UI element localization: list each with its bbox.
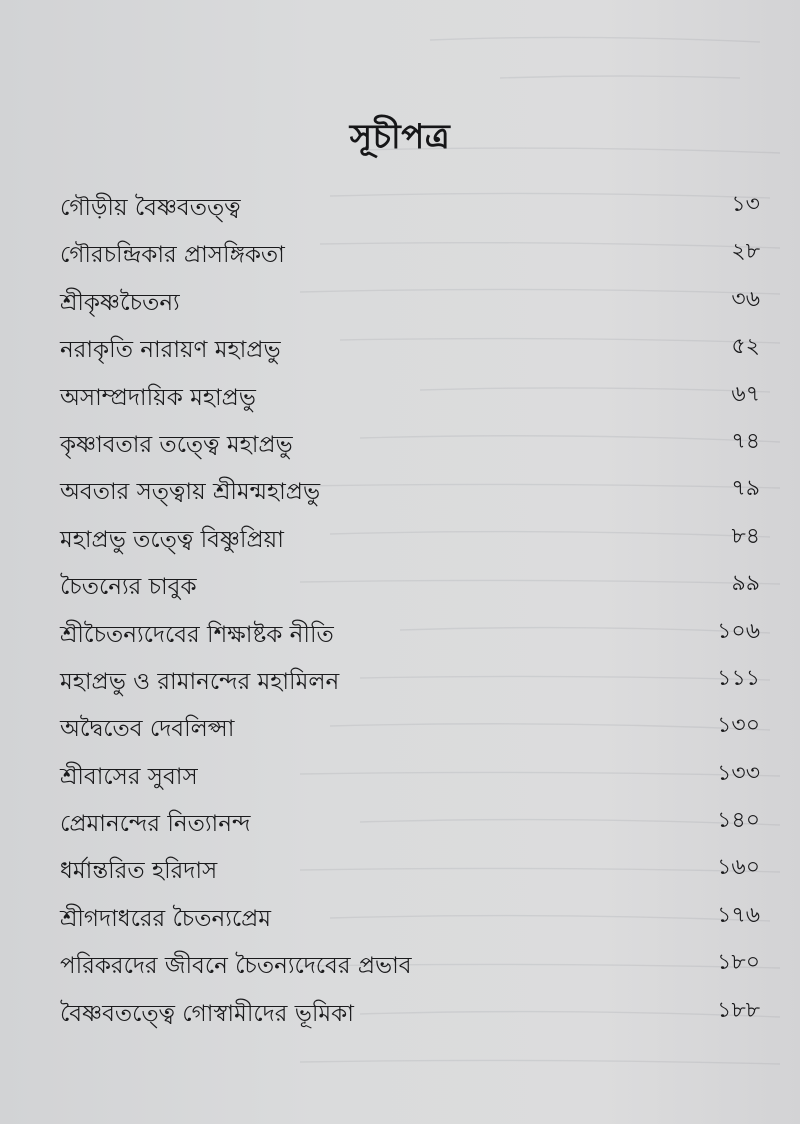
toc-entry [60, 662, 760, 709]
toc-entry [60, 709, 760, 756]
toc-entry [60, 615, 760, 662]
toc-entry-page: ১৮০ [717, 950, 760, 976]
toc-entry-title: গৌড়ীয় বৈষ্ণবতত্ত্ব [60, 195, 241, 221]
toc-entry-title: শ্রীগদাধরের চৈতন্যপ্রেম [60, 905, 272, 932]
toc-entry-page: ৯৯ [731, 571, 760, 597]
toc-entry [60, 330, 760, 377]
toc-entry-title: ধর্মান্তরিত হরিদাস [60, 858, 218, 885]
toc-entry-page: ৩৬ [731, 286, 760, 312]
toc-entry-page: ১৩ [731, 192, 760, 217]
toc-entry [60, 472, 760, 519]
toc-entry [60, 235, 760, 282]
toc-entry [60, 425, 760, 472]
toc-entry-page: ১৮৮ [717, 997, 760, 1023]
toc-entry [60, 188, 760, 235]
toc-entry-page: ৭৯ [731, 476, 760, 502]
toc-entry-title: প্রেমানন্দের নিত্যানন্দ [60, 811, 251, 838]
toc-entry [60, 804, 760, 851]
toc-entry-page: ৬৭ [731, 381, 760, 407]
toc-entry-title: অসাম্প্রদায়িক মহাপ্রভু [60, 384, 256, 411]
toc-entry-page: ১৩৩ [717, 760, 760, 786]
toc-entry-title: পরিকরদের জীবনে চৈতন্যদেবের প্রভাব [60, 953, 412, 980]
toc-entry-title: শ্রীবাসের সুবাস [60, 763, 198, 790]
toc-entry [60, 520, 760, 567]
toc-entry-title: মহাপ্রভু ও রামানন্দের মহামিলন [60, 668, 340, 695]
toc-entry-page: ৫২ [731, 334, 760, 360]
toc-entry [60, 899, 760, 946]
toc-entry-title: নরাকৃতি নারায়ণ মহাপ্রভু [60, 337, 281, 364]
toc-entry-page: ১৬০ [717, 855, 760, 881]
toc-entry-page: ২৮ [731, 239, 760, 265]
toc-entry-page: ৭৪ [731, 428, 760, 454]
toc-entry [60, 567, 760, 614]
table-of-contents [60, 188, 760, 1041]
toc-entry-title: অদ্বৈতেব দেবলিপ্সা [60, 716, 235, 743]
toc-entry [60, 757, 760, 804]
toc-entry-title: অবতার সত্ত্বায় শ্রীমন্মহাপ্রভু [60, 479, 321, 506]
toc-entry-page: ১৭৬ [717, 902, 760, 928]
toc-entry-title: শ্রীকৃষ্ণচৈতন্য [60, 289, 180, 316]
toc-entry [60, 851, 760, 898]
toc-entry-title: শ্রীচৈতন্যদেবের শিক্ষাষ্টক নীতি [60, 621, 334, 648]
toc-entry-title: গৌরচন্দ্রিকার প্রাসঙ্গিকতা [60, 242, 285, 269]
toc-entry-page: ১৪০ [717, 808, 760, 834]
toc-entry-title: মহাপ্রভু তত্ত্বে বিষ্ণুপ্রিয়া [60, 526, 284, 553]
toc-entry-title: কৃষ্ণাবতার তত্ত্বে মহাপ্রভু [60, 431, 293, 458]
toc-entry [60, 946, 760, 993]
toc-entry-page: ১৩০ [717, 713, 760, 739]
toc-entry-page: ৮৪ [731, 523, 760, 549]
page-title: সূচীপত্র [349, 116, 451, 157]
toc-entry-title: চৈতন্যের চাবুক [60, 574, 197, 601]
toc-entry [60, 994, 760, 1041]
toc-entry [60, 378, 760, 425]
toc-entry-page: ১০৬ [717, 618, 760, 644]
toc-entry-title: বৈষ্ণবতত্ত্বে গোস্বামীদের ভূমিকা [60, 1000, 354, 1027]
toc-entry-page: ১১১ [717, 665, 760, 691]
toc-entry [60, 283, 760, 330]
